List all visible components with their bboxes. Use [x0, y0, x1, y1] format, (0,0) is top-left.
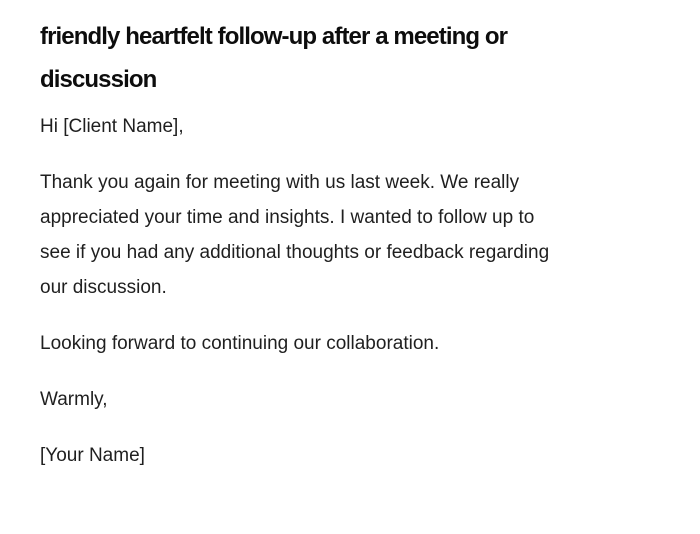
title-line: friendly heartfelt follow-up after a meeting or [40, 23, 508, 50]
text-line: see if you had any additional thoughts or feedback regarding [40, 242, 550, 263]
paragraph [40, 326, 660, 361]
page [0, 15, 700, 534]
document-body [40, 109, 660, 473]
title-line: discussion [40, 66, 157, 93]
text-line: Warmly, [40, 389, 108, 410]
text-line: Thank you again for meeting with us last week. We really [40, 172, 520, 193]
document-title [40, 15, 660, 101]
text-line: [Your Name] [40, 445, 145, 466]
text-line: our discussion. [40, 277, 167, 298]
paragraph [40, 109, 660, 144]
text-line: Hi [Client Name], [40, 116, 184, 137]
paragraph [40, 438, 660, 473]
text-line: Looking forward to continuing our collaboration. [40, 333, 440, 354]
paragraph [40, 382, 660, 417]
document [0, 15, 700, 473]
text-line: appreciated your time and insights. I wanted to follow up to [40, 207, 535, 228]
paragraph [40, 165, 660, 305]
